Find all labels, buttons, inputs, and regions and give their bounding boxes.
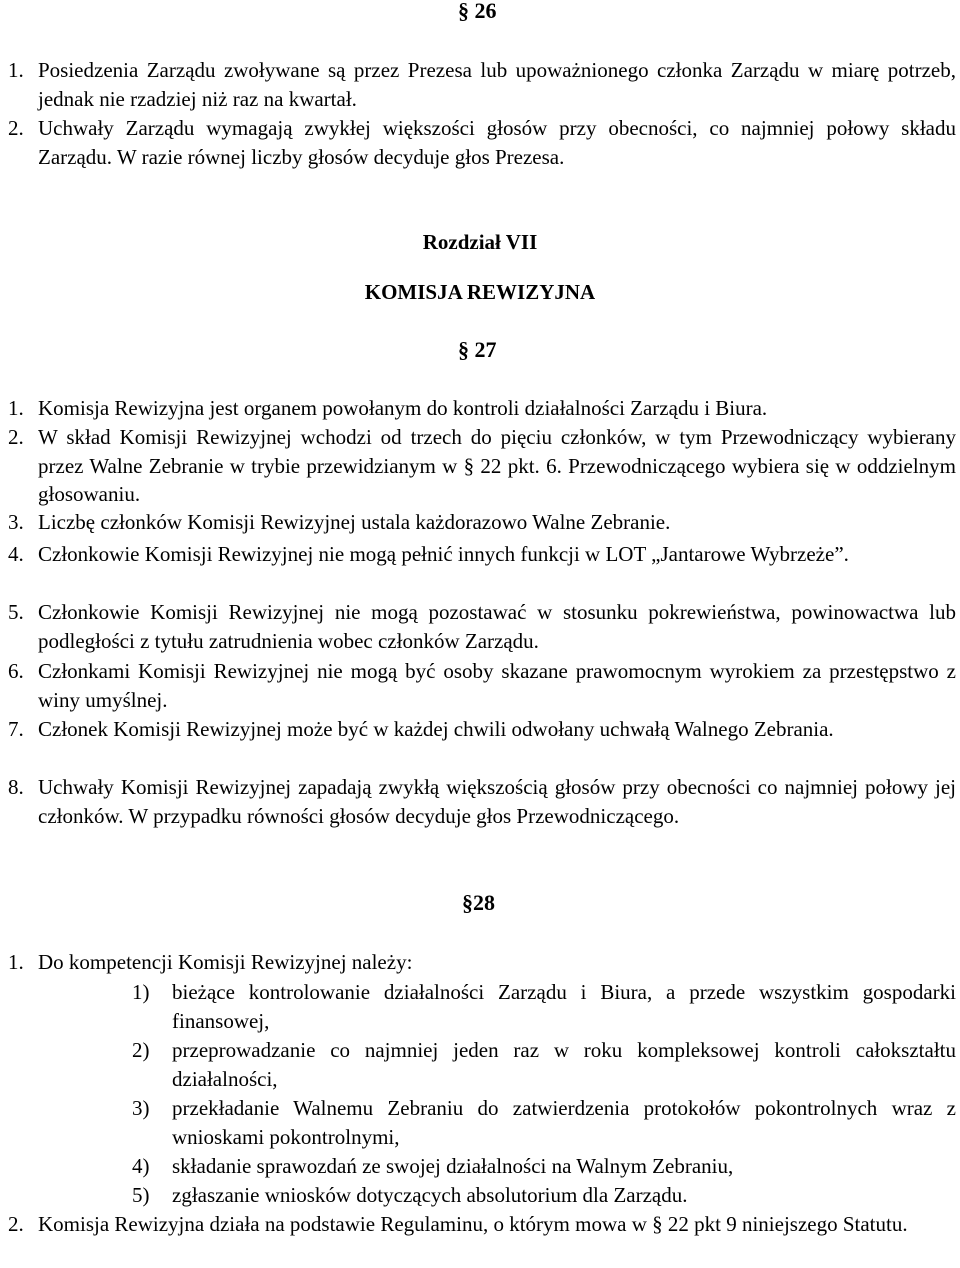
subitem-text: przeprowadzanie co najmniej jeden raz w roku kompleksowej kontroli całokształtu działalności, <box>172 1038 956 1091</box>
section-26-item-1 <box>8 56 956 113</box>
section-27-item-8 <box>8 773 956 830</box>
item-text: Członkowie Komisji Rewizyjnej nie mogą pełnić innych funkcji w LOT „Jantarowe Wybrzeże”. <box>38 542 849 566</box>
competence-item-3 <box>132 1094 956 1151</box>
section-27-item-6 <box>8 657 956 714</box>
section-28-item-2 <box>8 1210 956 1239</box>
subitem-number: 2) <box>132 1038 150 1062</box>
competence-item-4 <box>132 1152 956 1181</box>
item-number: 5. <box>8 600 24 624</box>
subitem-text: bieżące kontrolowanie działalności Zarządu i Biura, a przede wszystkim gospodarki finansowej, <box>172 980 956 1033</box>
subitem-number: 4) <box>132 1154 150 1178</box>
subitem-text: składanie sprawozdań ze swojej działalności na Walnym Zebraniu, <box>172 1154 734 1178</box>
section-27-item-4 <box>8 540 956 569</box>
item-text: Do kompetencji Komisji Rewizyjnej należy: <box>38 950 413 974</box>
subitem-text: zgłaszanie wniosków dotyczących absolutorium dla Zarządu. <box>172 1183 688 1207</box>
section-27-heading: § 27 <box>458 337 497 362</box>
chapter-title: Rozdział VII <box>422 230 538 254</box>
item-text: W skład Komisji Rewizyjnej wchodzi od trzech do pięciu członków, w tym Przewodniczący wybierany przez Walne Zebranie w trybie przewidzianym w § 22 pkt. 6. Przewodniczącego wybiera się w oddzielnym głosowaniu. <box>38 425 956 506</box>
item-text: Członek Komisji Rewizyjnej może być w każdej chwili odwołany uchwałą Walnego Zebrania. <box>38 717 834 741</box>
section-28-item-1 <box>8 948 956 977</box>
competence-item-2 <box>132 1036 956 1093</box>
item-text: Liczbę członków Komisji Rewizyjnej ustala każdorazowo Walne Zebranie. <box>38 510 671 534</box>
item-text: Członkami Komisji Rewizyjnej nie mogą być osoby skazane prawomocnym wyrokiem za przestępstwo z winy umyślnej. <box>38 659 956 712</box>
section-27-item-2 <box>8 423 956 509</box>
item-text: Komisja Rewizyjna jest organem powołanym do kontroli działalności Zarządu i Biura. <box>38 396 768 420</box>
section-27-item-5 <box>8 598 956 655</box>
section-27-item-1 <box>8 394 956 423</box>
chapter-subtitle: KOMISJA REWIZYJNA <box>364 280 596 304</box>
subitem-number: 5) <box>132 1183 150 1207</box>
item-text: Posiedzenia Zarządu zwoływane są przez Prezesa lub upoważnionego członka Zarządu w miarę potrzeb, jednak nie rzadziej niż raz na kwartał. <box>38 58 956 111</box>
subitem-number: 3) <box>132 1096 150 1120</box>
section-28-heading: §28 <box>462 890 495 915</box>
item-number: 2. <box>8 1212 24 1236</box>
item-text: Członkowie Komisji Rewizyjnej nie mogą pozostawać w stosunku pokrewieństwa, powinowactwa lub podległości z tytułu zatrudnienia wobec członków Zarządu. <box>38 600 956 653</box>
item-number: 1. <box>8 396 24 420</box>
item-number: 3. <box>8 510 24 534</box>
section-26-item-2 <box>8 114 956 171</box>
item-number: 1. <box>8 950 24 974</box>
item-number: 4. <box>8 542 24 566</box>
item-text: Uchwały Zarządu wymagają zwykłej większości głosów przy obecności, co najmniej połowy składu Zarządu. W razie równej liczby głosów decyduje głos Prezesa. <box>38 116 956 169</box>
item-text: Komisja Rewizyjna działa na podstawie Regulaminu, o którym mowa w § 22 pkt 9 niniejszego Statutu. <box>38 1212 908 1236</box>
section-27-item-7 <box>8 715 956 744</box>
competence-item-1 <box>132 978 956 1035</box>
item-number: 7. <box>8 717 24 741</box>
item-number: 6. <box>8 659 24 683</box>
item-number: 1. <box>8 58 24 82</box>
item-text: Uchwały Komisji Rewizyjnej zapadają zwykłą większością głosów przy obecności co najmniej połowy jej członków. W przypadku równości głosów decyduje głos Przewodniczącego. <box>38 775 956 828</box>
item-number: 2. <box>8 116 24 140</box>
competence-item-5 <box>132 1181 956 1210</box>
item-number: 8. <box>8 775 24 799</box>
subitem-number: 1) <box>132 980 150 1004</box>
subitem-text: przekładanie Walnemu Zebraniu do zatwierdzenia protokołów pokontrolnych wraz z wnioskami pokontrolnymi, <box>172 1096 956 1149</box>
section-27-item-3 <box>8 508 956 537</box>
section-26-heading: § 26 <box>458 0 497 23</box>
item-number: 2. <box>8 425 24 449</box>
